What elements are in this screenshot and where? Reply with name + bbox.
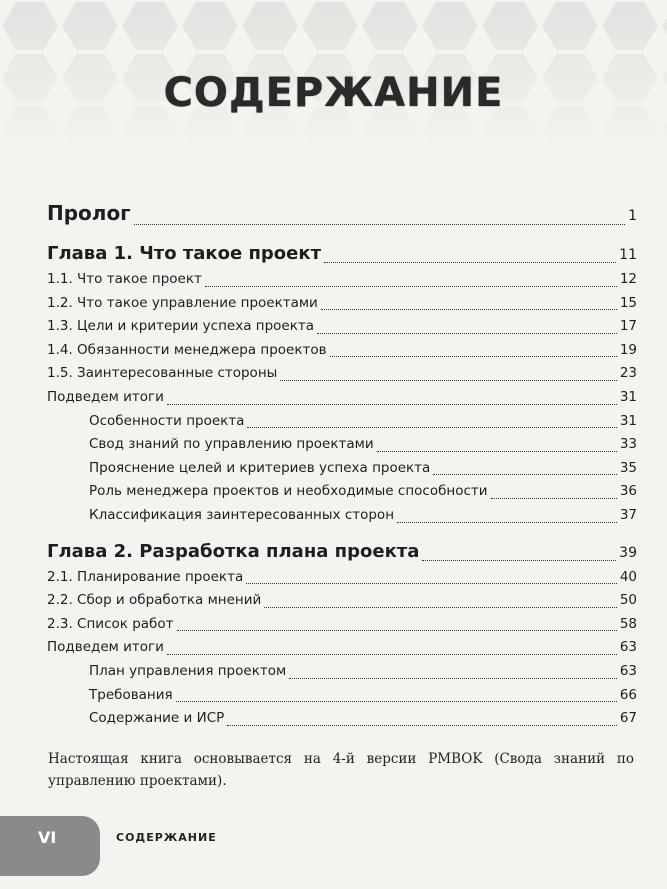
- dot-leader: [205, 286, 617, 287]
- toc-entry-label: Содержание и ИСР: [89, 710, 225, 727]
- toc-page-number: 23: [619, 365, 637, 382]
- toc-entry-label: 1.5. Заинтересованные стороны: [47, 365, 278, 382]
- toc-page-number: 17: [619, 318, 637, 335]
- toc-page-number: 1: [628, 208, 637, 224]
- toc-entry-chapter-2[interactable]: [47, 538, 637, 566]
- toc-entry-prolog[interactable]: [47, 196, 637, 230]
- toc-entry-label: Свод знаний по управлению проектами: [89, 436, 374, 453]
- toc-page-number: 31: [619, 388, 637, 405]
- toc-entry-chapter-1[interactable]: [47, 240, 637, 268]
- toc-entry-label: Глава 2. Разработка плана проекта: [47, 540, 420, 562]
- toc-page-number: 63: [619, 662, 637, 679]
- toc-subentry[interactable]: [47, 480, 637, 504]
- toc-page-number: 36: [619, 483, 637, 500]
- dot-leader: [227, 725, 617, 726]
- dot-leader: [247, 427, 616, 428]
- toc-page-number: 40: [619, 568, 637, 585]
- toc-page-number: 66: [619, 686, 637, 703]
- toc-page-number: 37: [619, 506, 637, 523]
- toc-entry-label: 2.1. Планирование проекта: [47, 568, 244, 585]
- dot-leader: [422, 560, 616, 561]
- toc-entry-label: План управления проектом: [89, 662, 287, 679]
- dot-leader: [330, 356, 617, 357]
- dot-leader: [167, 404, 617, 405]
- page-number: VI: [38, 828, 57, 847]
- toc-entry-label: Прояснение целей и критериев успеха проекта: [89, 459, 431, 476]
- toc-page-number: 19: [619, 341, 637, 358]
- toc-entry[interactable]: [47, 566, 637, 590]
- toc-entry[interactable]: [47, 339, 637, 363]
- dot-leader: [246, 583, 617, 584]
- dot-leader: [377, 451, 617, 452]
- toc-entry-label: 2.2. Сбор и обработка мнений: [47, 592, 262, 609]
- toc-page-number: 11: [619, 247, 637, 263]
- toc-page-number: 58: [619, 615, 637, 632]
- dot-leader: [324, 262, 616, 263]
- dot-leader: [317, 333, 617, 334]
- toc-entry-label: 1.4. Обязанности менеджера проектов: [47, 341, 327, 358]
- toc-entry-label: Подведем итоги: [47, 639, 164, 656]
- dot-leader: [167, 654, 617, 655]
- toc-entry-label: Пролог: [47, 201, 131, 225]
- toc-subentry[interactable]: [47, 660, 637, 684]
- toc-entry-label: Подведем итоги: [47, 388, 164, 405]
- dot-leader: [280, 380, 617, 381]
- toc-entry-label: 1.3. Цели и критерии успеха проекта: [47, 318, 315, 335]
- toc-entry[interactable]: [47, 386, 637, 410]
- toc-page-number: 31: [619, 412, 637, 429]
- toc-entry[interactable]: [47, 362, 637, 386]
- dot-leader: [177, 630, 617, 631]
- toc-entry-label: 1.2. Что такое управление проектами: [47, 294, 318, 311]
- table-of-contents: [47, 196, 637, 731]
- toc-entry-label: Требования: [89, 686, 173, 703]
- toc-subentry[interactable]: [47, 504, 637, 528]
- toc-entry-label: 2.3. Список работ: [47, 615, 174, 632]
- toc-entry-label: Глава 1. Что такое проект: [47, 243, 322, 264]
- toc-entry-label: Особенности проекта: [89, 412, 245, 429]
- toc-entry[interactable]: [47, 636, 637, 660]
- dot-leader: [264, 607, 617, 608]
- toc-entry-label: Роль менеджера проектов и необходимые способности: [89, 483, 488, 500]
- running-title: СОДЕРЖАНИЕ: [116, 831, 217, 844]
- dot-leader: [176, 701, 617, 702]
- page-title: СОДЕРЖАНИЕ: [163, 70, 504, 116]
- toc-page-number: 15: [619, 294, 637, 311]
- dot-leader: [491, 498, 617, 499]
- toc-entry[interactable]: [47, 292, 637, 316]
- toc-page-number: 67: [619, 710, 637, 727]
- book-note: Настоящая книга основывается на 4-й версии PMBOK (Свода знаний по управлению проектами).: [48, 751, 634, 789]
- toc-entry-label: Классификация заинтересованных сторон: [89, 506, 395, 523]
- dot-leader: [289, 678, 617, 679]
- dot-leader: [321, 309, 617, 310]
- toc-page-number: 33: [619, 436, 637, 453]
- toc-subentry[interactable]: [47, 707, 637, 731]
- toc-subentry[interactable]: [47, 457, 637, 481]
- toc-entry[interactable]: [47, 315, 637, 339]
- toc-entry[interactable]: [47, 589, 637, 613]
- toc-page-number: 63: [619, 639, 637, 656]
- toc-page-number: 50: [619, 592, 637, 609]
- toc-subentry[interactable]: [47, 433, 637, 457]
- toc-entry[interactable]: [47, 613, 637, 637]
- toc-entry-label: 1.1. Что такое проект: [47, 271, 202, 287]
- toc-entry[interactable]: [47, 268, 637, 292]
- dot-leader: [397, 522, 617, 523]
- toc-page-number: 35: [619, 459, 637, 476]
- toc-page-number: 39: [619, 544, 637, 561]
- dot-leader: [433, 474, 616, 475]
- toc-subentry[interactable]: [47, 684, 637, 708]
- toc-page-number: 12: [619, 271, 637, 287]
- dot-leader: [134, 224, 625, 225]
- toc-subentry[interactable]: [47, 410, 637, 434]
